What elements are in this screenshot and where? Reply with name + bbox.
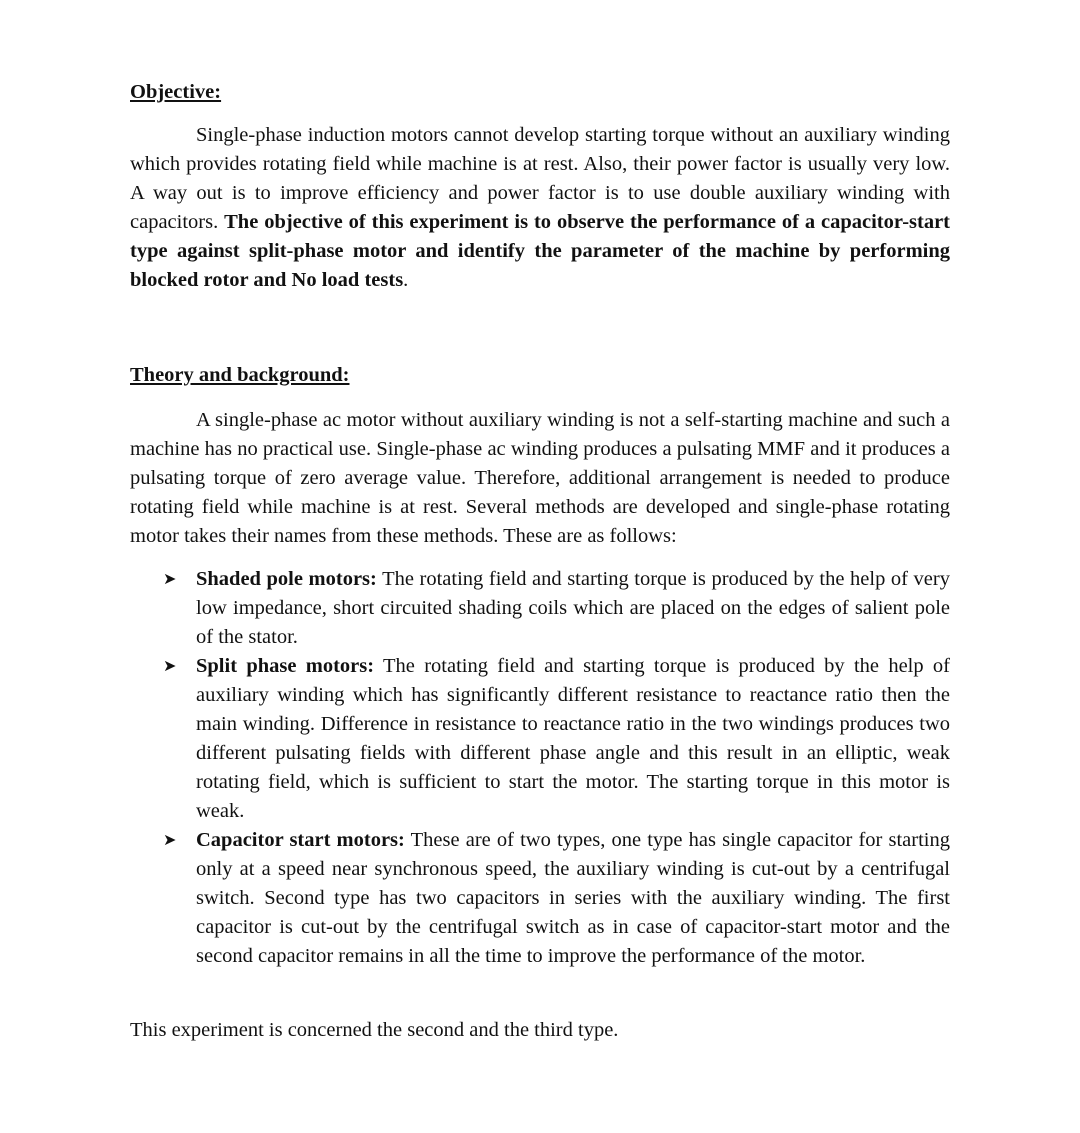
list-item [130,565,950,652]
objective-paragraph [130,121,950,295]
list-item [130,652,950,826]
theory-paragraph: A single-phase ac motor without auxiliary winding is not a self-starting machine and such a machine has no practical use. Single-phase ac winding produces a pulsating MMF and it produces a pulsating torque of zero average value. Therefore, additional arrangement is needed to produce rotating field while machine is at rest. Several methods are developed and single-phase rotating motor takes their names from these methods. These are as follows: [130,409,950,547]
document-page [130,78,950,1045]
arrow-bullet-icon: ➤ [163,571,177,588]
list-item-text: The rotating field and starting torque is produced by the help of auxiliary winding which has significantly different resistance to reactance ratio then the main winding. Difference in resistance to reactance ratio in the two windings produces two different pulsating fields with different phase angle and this result in an elliptic, weak rotating field, which is sufficient to start the motor. The starting torque in this motor is weak. [196,655,950,822]
closing-paragraph: This experiment is concerned the second and the third type. [130,1019,619,1041]
list-item [130,826,950,971]
arrow-bullet-icon: ➤ [163,658,177,675]
objective-bold-text: The objective of this experiment is to observe the performance of a capacitor-start type against split-phase motor and identify the parameter of the machine by performing blocked rotor and No load tests [130,211,950,291]
arrow-bullet-icon: ➤ [163,832,177,849]
motor-types-list [130,565,950,971]
list-item-title: Split phase motors: [196,655,375,677]
objective-heading: Objective: [130,81,222,103]
theory-heading: Theory and background: [130,364,350,386]
list-item-title: Capacitor start motors: [196,829,405,851]
list-item-title: Shaded pole motors: [196,568,377,590]
list-item-text: The rotating field and starting torque is produced by the help of very low impedance, short circuited shading coils which are placed on the edges of salient pole of the stator. [196,568,950,648]
objective-end: . [403,269,409,291]
list-item-text: These are of two types, one type has single capacitor for starting only at a speed near synchronous speed, the auxiliary winding is cut-out by a centrifugal switch. Second type has two capacitors in series with the auxiliary winding. The first capacitor is cut-out by the centrifugal switch as in case of capacitor-start motor and the second capacitor remains in all the time to improve the performance of the motor. [196,829,951,967]
objective-text: Single-phase induction motors cannot develop starting torque without an auxiliary winding which provides rotating field while machine is at rest. Also, their power factor is usually very low. A way out is to improve efficiency and power factor is to use double auxiliary winding with capacitors. [130,124,950,233]
